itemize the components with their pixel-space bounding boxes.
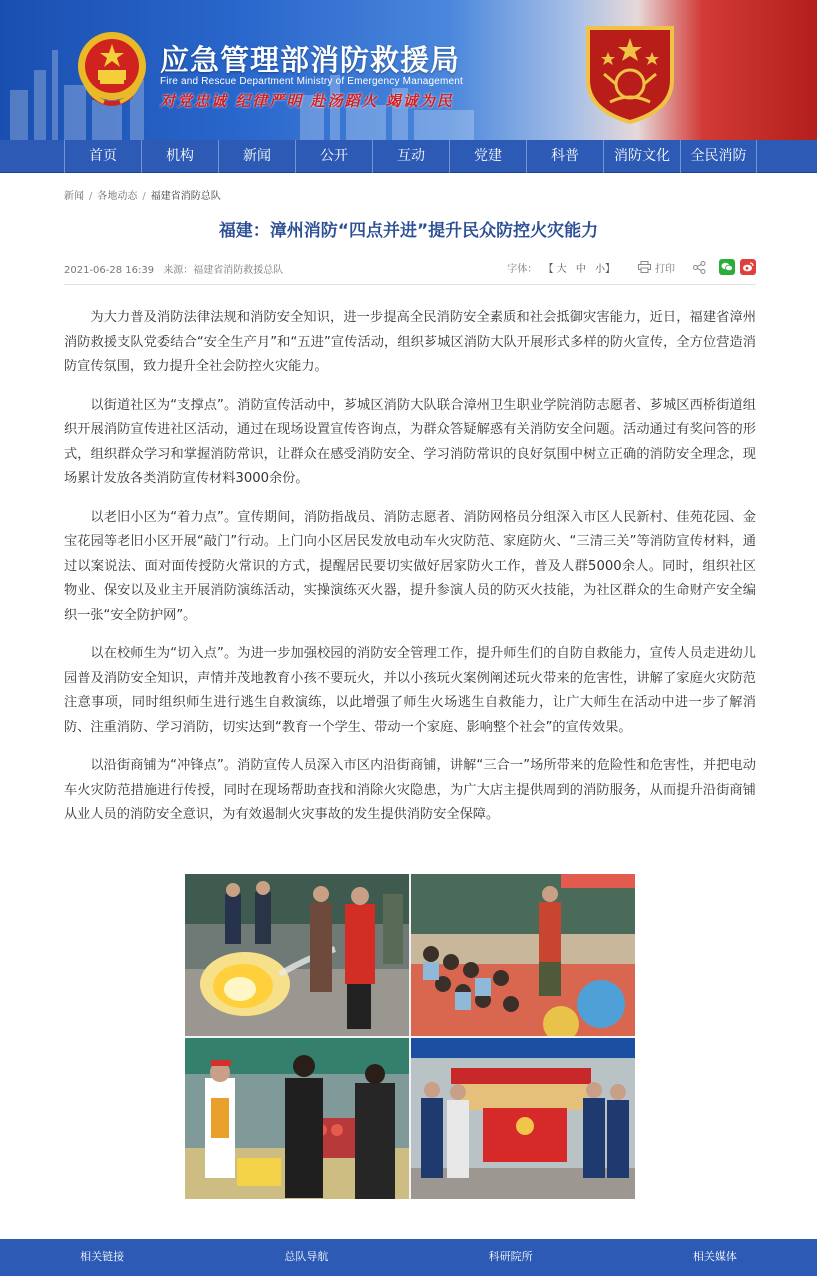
breadcrumb-news[interactable]: 新闻	[64, 191, 84, 202]
nav-item-home[interactable]: 首页	[64, 140, 141, 173]
article-title: 福建：漳州消防“四点并进”提升民众防控火灾能力	[218, 221, 599, 241]
article-body	[64, 306, 756, 842]
print-label: 打印	[655, 263, 675, 275]
nav-item-fire-culture[interactable]: 消防文化	[603, 140, 680, 173]
font-size-small[interactable]: 小】	[595, 263, 615, 275]
breadcrumb-separator: /	[89, 191, 93, 202]
nav-item-science[interactable]: 科普	[526, 140, 603, 173]
article-paragraph: 以沿街商铺为“冲锋点”。消防宣传人员深入市区内沿街商铺，讲解“三合一”场所带来的危险性和危害性，并把电动车火灾防范措施进行传授，同时在现场帮助查找和消除火灾隐患，为广大店主提供周到的消防服务，从而提升沿街商铺从业人员的消防安全意识，为有效遏制火灾事故的发生提供消防安全保障。	[64, 758, 756, 822]
header-banner	[0, 0, 817, 140]
site-title: 应急管理部消防救援局	[160, 43, 461, 77]
footer-nav	[0, 1239, 817, 1276]
breadcrumb-fujian[interactable]: 福建省消防总队	[150, 191, 221, 202]
fire-rescue-badge-icon	[580, 22, 680, 126]
meta-divider	[64, 284, 756, 285]
article-photo-collage	[185, 874, 635, 1199]
nav-item-public-fire[interactable]: 全民消防	[680, 140, 757, 173]
footer-corps-navigation[interactable]: 总队导航	[284, 1250, 329, 1263]
article-paragraph: 以街道社区为“支撑点”。消防宣传活动中，芗城区消防大队联合漳州卫生职业学院消防志愿者、芗城区西桥街道组织开展消防宣传进社区活动，通过在现场设置宣传咨询点，为群众答疑解惑有关消防安全问题。活动通过有奖问答的形式，组织群众学习和掌握消防常识，让群众在感受消防安全、学习消防常识的良好氛围中树立正确的消防安全理念，现场累计发放各类消防宣传材料3000余份。	[64, 397, 756, 486]
footer-related-media[interactable]: 相关媒体	[692, 1250, 737, 1263]
nav-item-interaction[interactable]: 互动	[372, 140, 449, 173]
national-emblem-icon	[74, 28, 150, 110]
breadcrumb-local-news[interactable]: 各地动态	[97, 191, 138, 202]
photo-shopping-mall	[185, 1038, 409, 1199]
article-meta	[64, 259, 756, 277]
font-size-large[interactable]: 【 大	[543, 263, 567, 275]
weibo-glyph-icon	[742, 262, 754, 272]
photo-kindergarten	[411, 874, 635, 1036]
nav-item-news[interactable]: 新闻	[218, 140, 295, 173]
photo-fire-drill	[185, 874, 409, 1036]
font-size-label: 字体：	[507, 263, 538, 275]
site-slogan: 对党忠诚 纪律严明 赴汤蹈火 竭诚为民	[160, 92, 454, 110]
wechat-glyph-icon	[721, 262, 733, 272]
weibo-share-icon[interactable]	[740, 259, 756, 275]
printer-icon	[638, 261, 651, 273]
breadcrumb-separator: /	[142, 191, 146, 202]
main-nav	[0, 140, 817, 173]
font-size-switcher	[507, 260, 618, 275]
article-paragraph: 以老旧小区为“着力点”。宣传期间，消防指战员、消防志愿者、消防网格员分组深入市区人民新村、佳苑花园、金宝花园等老旧小区开展“敲门”行动。上门向小区居民发放电动车火灾防范、家庭防火、“三清三关”等消防宣传材料，通过以案说法、面对面传授防火常识的方式，提醒居民要切实做好居家防火工作，普及人群5000余人。同时，组织社区物业、保安以及业主开展消防演练活动，实操演练灭火器，提升参演人员的防灭火技能，为社区群众的生命财产安全编织一张“安全防护网”。	[64, 509, 756, 623]
nav-item-public[interactable]: 公开	[295, 140, 372, 173]
font-size-medium[interactable]: 中	[575, 263, 586, 275]
share-icon[interactable]	[693, 261, 706, 274]
print-button[interactable]	[638, 260, 675, 275]
nav-item-organization[interactable]: 机构	[141, 140, 218, 173]
site-subtitle: Fire and Rescue Department Ministry of Emergency Management	[160, 76, 464, 87]
photo-group	[411, 1038, 635, 1199]
publish-date: 2021-06-28 16:39	[64, 265, 155, 276]
nav-item-party[interactable]: 党建	[449, 140, 526, 173]
article-paragraph: 以在校师生为“切入点”。为进一步加强校园的消防安全管理工作，提升师生们的自防自救能力，宣传人员走进幼儿园普及消防安全知识，声情并茂地教育小孩不要玩火，并以小孩玩火案例阐述玩火带来的危害性，讲解了家庭火灾防范注意事项，同时组织师生进行逃生自救演练，以此增强了师生火场逃生自救能力，让广大师生在活动中进一步了解消防、注重消防、学习消防，切实达到“教育一个学生、带动一个家庭、影响整个社会”的宣传效果。	[64, 646, 756, 735]
wechat-share-icon[interactable]	[719, 259, 735, 275]
footer-research-institutes[interactable]: 科研院所	[488, 1250, 533, 1263]
article-source: 来源：福建省消防救援总队	[163, 265, 284, 276]
footer-related-links[interactable]: 相关链接	[80, 1250, 125, 1263]
article-paragraph: 为大力普及消防法律法规和消防安全知识，进一步提高全民消防安全素质和社会抵御灾害能力，近日，福建省漳州消防救援支队党委结合“安全生产月”和“五进”宣传活动，组织芗城区消防大队开展形式多样的防火宣传，全方位营造消防宣传氛围，致力提升全社会防控火灾能力。	[64, 310, 756, 374]
breadcrumb	[64, 187, 221, 202]
